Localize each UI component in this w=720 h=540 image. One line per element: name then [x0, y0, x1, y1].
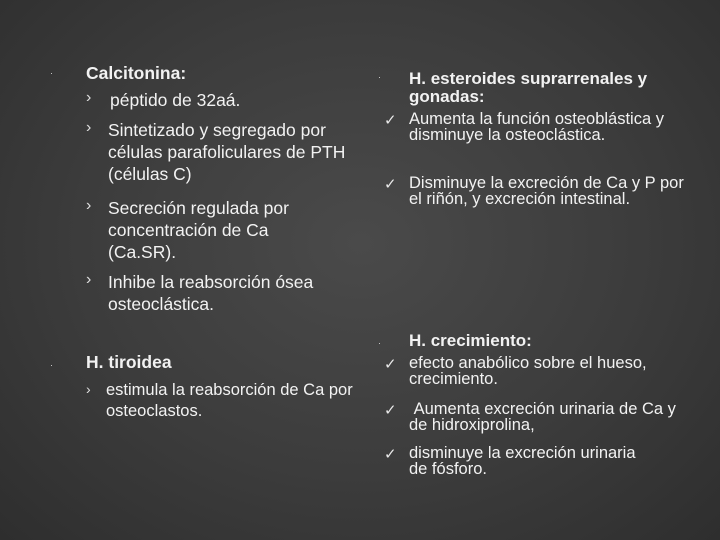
check-icon: ✓: [384, 176, 397, 193]
crecimiento-item-1: efecto anabólico sobre el hueso, crecimiento.: [409, 354, 647, 388]
chevron-icon: ›: [86, 89, 92, 106]
bullet-icon: ·: [50, 360, 53, 370]
check-icon: ✓: [384, 112, 397, 129]
chevron-icon: ›: [86, 197, 92, 214]
crecimiento-item-2: Aumenta excreción urinaria de Ca y de hidroxiprolina,: [409, 400, 681, 434]
chevron-icon: ›: [86, 119, 92, 136]
calcitonina-item-3: Secreción regulada por concentración de Ca (Ca.SR).: [108, 198, 289, 262]
check-icon: ✓: [384, 356, 397, 373]
tiroidea-heading: H. tiroidea: [86, 352, 172, 372]
chevron-icon: ›: [86, 271, 92, 288]
chevron-icon: ›: [86, 381, 91, 397]
esteroides-item-2: Disminuye la excreción de Ca y P por el riñón, y excreción intestinal.: [409, 174, 684, 208]
calcitonina-item-1: péptido de 32aá.: [110, 90, 241, 110]
crecimiento-item-3: disminuye la excreción urinaria de fósforo.: [409, 444, 636, 478]
tiroidea-item-1: estimula la reabsorción de Ca por osteoclastos.: [106, 381, 353, 420]
bullet-icon: ·: [378, 338, 381, 348]
calcitonina-item-4: Inhibe la reabsorción ósea osteoclástica.: [108, 272, 314, 314]
calcitonina-heading: Calcitonina:: [86, 63, 187, 83]
bullet-icon: ·: [50, 68, 53, 78]
check-icon: ✓: [384, 402, 397, 419]
crecimiento-heading: H. crecimiento:: [409, 331, 532, 350]
check-icon: ✓: [384, 446, 397, 463]
bullet-icon: ·: [378, 72, 381, 82]
esteroides-item-1: Aumenta la función osteoblástica y disminuye la osteoclástica.: [409, 110, 664, 144]
esteroides-heading: H. esteroides suprarrenales y gonadas:: [409, 69, 648, 106]
calcitonina-item-2: Sintetizado y segregado por células parafoliculares de PTH (células C): [108, 120, 346, 184]
